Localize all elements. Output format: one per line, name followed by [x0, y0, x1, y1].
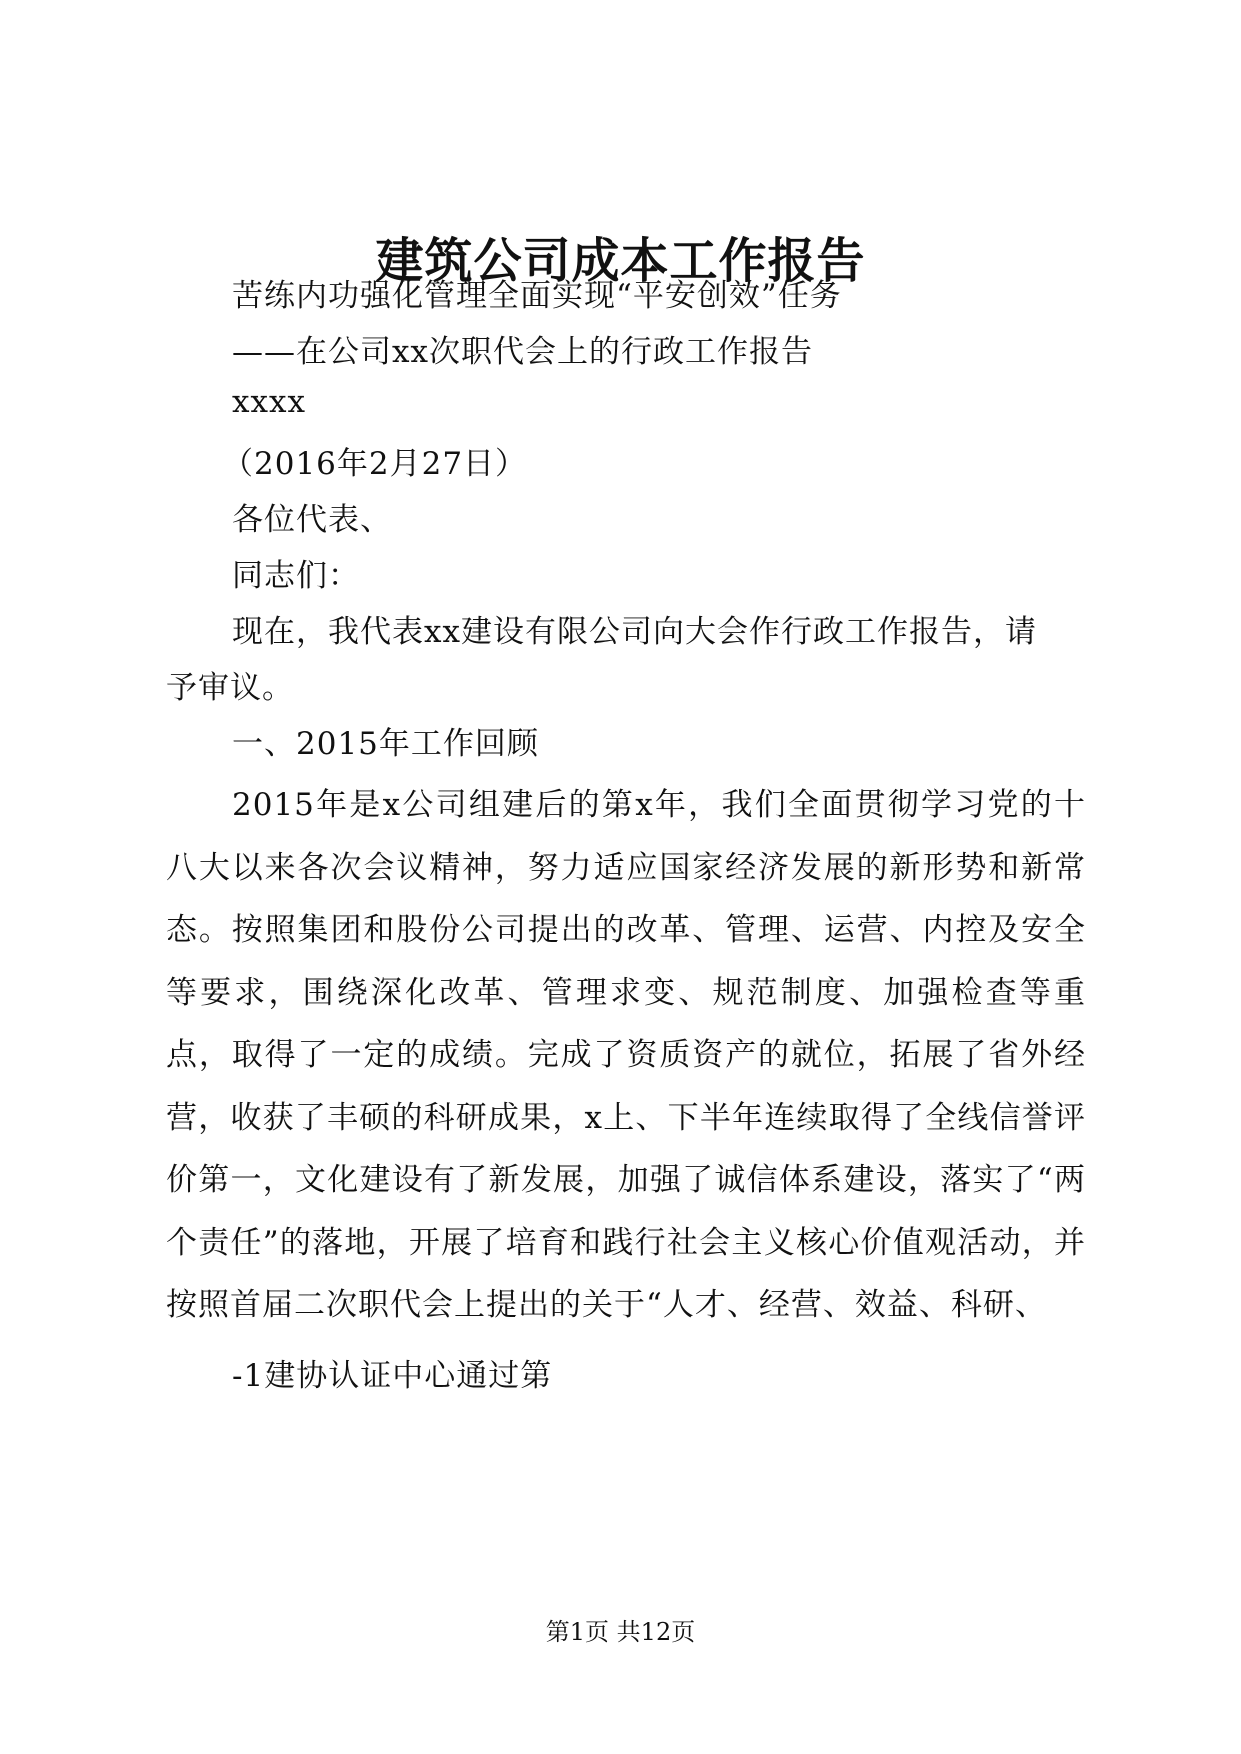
section-heading: 一、2015年工作回顾: [232, 726, 539, 762]
intro-line-2: 予审议。: [166, 670, 294, 706]
paragraph-fragment: -1建协认证中心通过第: [232, 1358, 553, 1394]
subtitle: 苦练内功强化管理全面实现“平安创效”任务: [232, 278, 842, 314]
section-paragraph: 2015年是x公司组建后的第x年，我们全面贯彻学习党的十八大以来各次会议精神，努力适应国家经济发展的新形势和新常态。按照集团和股份公司提出的改革、管理、运营、内控及安全等要求，围绕深化改革、管理求变、规范制度、加强检查等重点，取得了一定的成绩。完成了资质资产的就位，拓展了省外经营，收获了丰硕的科研成果，x上、下半年连续取得了全线信誉评价第一，文化建设有了新发展，加强了诚信体系建设，落实了“两个责任”的落地，开展了培育和践行社会主义核心价值观活动，并按照首届二次职代会上提出的关于“人才、经营、效益、科研、: [166, 787, 1086, 1323]
intro-line-1: 现在，我代表xx建设有限公司向大会作行政工作报告，请: [232, 614, 1037, 650]
report-date: （2016年2月27日）: [222, 446, 528, 482]
document-title: 建筑公司成本工作报告: [375, 233, 866, 289]
subtitle-2: ——在公司xx次职代会上的行政工作报告: [232, 334, 813, 370]
greeting-1: 各位代表、: [232, 502, 392, 538]
greeting-2: 同志们：: [232, 558, 360, 594]
page-footer: 第1页 共12页: [545, 1618, 696, 1646]
author: xxxx: [232, 384, 306, 420]
